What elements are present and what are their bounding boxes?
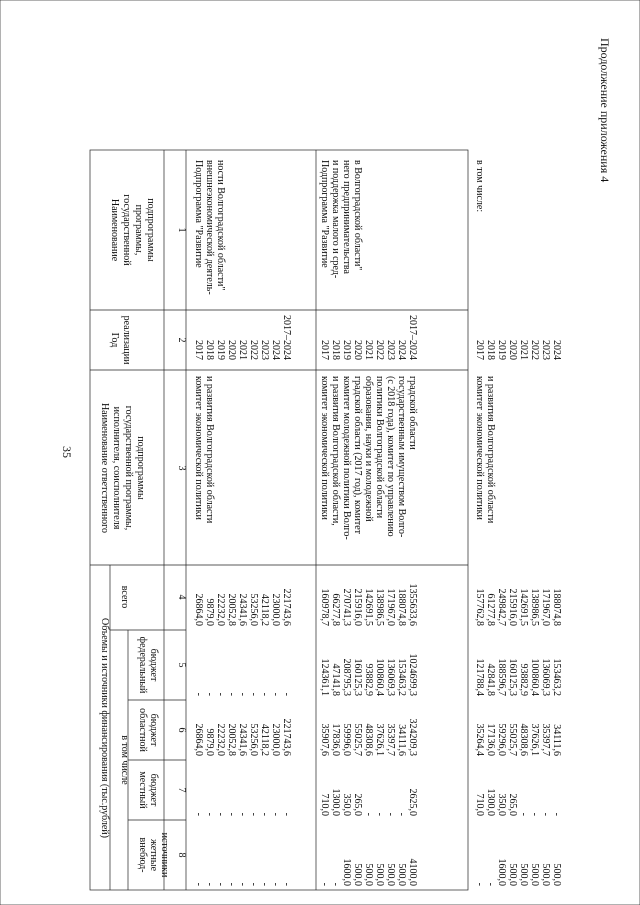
year-cell: 2017 <box>193 340 204 360</box>
header-federal: бюджет <box>148 648 159 682</box>
year-cell: 2023 <box>259 340 270 360</box>
extra-cell: - <box>474 882 485 886</box>
local-cell: 710,0 <box>319 793 330 816</box>
column-number: 5 <box>176 662 187 668</box>
federal-cell: 153463,2 <box>551 658 562 696</box>
total-cell: 9879,0 <box>204 598 215 626</box>
total-cell: 270741,3 <box>341 588 352 626</box>
total-cell: 142691,5 <box>518 588 529 626</box>
local-cell: - <box>529 812 540 816</box>
header-col3-text: подпрограммы <box>135 436 146 500</box>
regional-cell: 53256,0 <box>248 723 259 756</box>
local-cell: - <box>226 812 237 816</box>
federal-cell: 121788,4 <box>474 658 485 696</box>
total-cell: 61277,8 <box>485 593 496 626</box>
year-cell: 2020 <box>507 340 518 360</box>
program-name: Подпрограмма "Развитие <box>193 160 204 268</box>
extra-cell: - <box>204 882 215 886</box>
federal-cell: - <box>226 692 237 696</box>
extra-cell: 500,0 <box>540 863 551 886</box>
regional-cell: 22232,0 <box>215 723 226 756</box>
extra-cell: 1600,0 <box>341 858 352 886</box>
total-cell: 53256,0 <box>248 593 259 626</box>
federal-cell: - <box>248 692 259 696</box>
header-col1-text: программы, <box>133 204 144 256</box>
program-name: ности Волгоградской области" <box>215 160 226 291</box>
total-cell: 24341,6 <box>237 593 248 626</box>
header-federal: федеральный <box>137 636 148 694</box>
federal-cell: - <box>259 692 270 696</box>
local-cell: - <box>270 812 281 816</box>
year-cell: 2022 <box>248 340 259 360</box>
header-col3-text: исполнителя, соисполнителя <box>111 406 122 530</box>
executor-text: политики Волгоградской области <box>374 376 385 519</box>
financing-table <box>90 150 562 890</box>
total-cell: 188074,8 <box>396 588 407 626</box>
local-cell: 2625,0 <box>407 788 418 816</box>
local-cell: - <box>281 812 292 816</box>
local-cell: - <box>248 812 259 816</box>
header-extra: источники <box>159 832 170 878</box>
federal-cell: - <box>193 692 204 696</box>
total-cell: 171967,0 <box>385 588 396 626</box>
federal-cell: 136069,3 <box>540 658 551 696</box>
header-regional: областной <box>137 708 148 752</box>
program-name: в Волгоградской области" <box>352 160 363 271</box>
local-cell: - <box>374 812 385 816</box>
federal-cell: 153463,2 <box>396 658 407 696</box>
year-cell: 2022 <box>374 340 385 360</box>
regional-cell: 37626,1 <box>529 723 540 756</box>
year-cell: 2018 <box>485 340 496 360</box>
column-number: 7 <box>176 787 187 793</box>
column-number: 2 <box>176 337 187 343</box>
header-col1-text: государственной <box>121 194 132 266</box>
header-col2-text: Год <box>109 332 120 348</box>
federal-cell: 100860,4 <box>374 658 385 696</box>
header-extra: жетные <box>148 838 159 872</box>
federal-cell: - <box>204 692 215 696</box>
executor-text: градской области (2017 год), комитет <box>352 376 363 535</box>
extra-cell: 500,0 <box>551 863 562 886</box>
federal-cell: 208795,3 <box>341 658 352 696</box>
extra-cell: 500,0 <box>385 863 396 886</box>
total-cell: 20052,8 <box>226 593 237 626</box>
regional-cell: 42118,2 <box>259 723 270 756</box>
program-name: него предпринимательства <box>341 160 352 274</box>
year-cell: 2022 <box>529 340 540 360</box>
extra-cell: - <box>237 882 248 886</box>
federal-cell: 160125,3 <box>352 658 363 696</box>
local-cell: 1300,0 <box>485 788 496 816</box>
federal-cell: - <box>215 692 226 696</box>
total-cell: 23000,0 <box>270 593 281 626</box>
page-number: 35 <box>60 446 74 458</box>
extra-cell: - <box>319 882 330 886</box>
extra-cell: 500,0 <box>363 863 374 886</box>
regional-cell: 55025,7 <box>352 723 363 756</box>
federal-cell: - <box>237 692 248 696</box>
executor-text: комитет экономической политики <box>319 376 330 520</box>
extra-cell: - <box>270 882 281 886</box>
federal-cell: 47141,8 <box>330 663 341 696</box>
local-cell: - <box>551 812 562 816</box>
local-cell: - <box>259 812 270 816</box>
executor-text: и развития Волгоградской области, <box>330 376 341 526</box>
header-finance-title: Объемы и источники финансирования (тыс.рублей) <box>99 618 110 838</box>
program-name: Подпрограмма "Развитие <box>319 160 330 268</box>
local-cell: - <box>215 812 226 816</box>
regional-cell: 324209,3 <box>407 718 418 756</box>
executor-text: государственным имуществом Волго- <box>396 376 407 538</box>
federal-cell: 124361,1 <box>319 658 330 696</box>
total-cell: 249842,7 <box>496 588 507 626</box>
total-cell: 142691,5 <box>363 588 374 626</box>
extra-cell: 500,0 <box>396 863 407 886</box>
regional-cell: 24341,6 <box>237 723 248 756</box>
executor-text: и развития Волгоградской области <box>204 376 215 524</box>
executor-text: комитет молодежной политики Волго- <box>341 376 352 540</box>
regional-cell: 48308,6 <box>363 723 374 756</box>
total-cell: 1355633,6 <box>407 583 418 626</box>
year-cell: 2018 <box>204 340 215 360</box>
federal-cell: 93882,9 <box>518 663 529 696</box>
extra-cell: - <box>215 882 226 886</box>
total-cell: 215916,0 <box>507 588 518 626</box>
local-cell: 1300,0 <box>330 788 341 816</box>
header-col1-text: подпрограммы <box>145 198 156 262</box>
extra-cell: 4100,0 <box>407 858 418 886</box>
federal-cell: 1024699,3 <box>407 653 418 696</box>
appendix-label: Продолжение приложения 4 <box>598 38 612 183</box>
program-name: и поддержка малого и сред- <box>330 160 341 279</box>
local-cell: - <box>385 812 396 816</box>
column-number: 8 <box>176 852 187 858</box>
extra-cell: - <box>248 882 259 886</box>
year-cell: 2017 <box>319 340 330 360</box>
local-cell: 265,0 <box>507 793 518 816</box>
local-cell: - <box>204 812 215 816</box>
executor-text: и развития Волгоградской области <box>485 376 496 524</box>
year-cell: 2019 <box>496 340 507 360</box>
year-cell: 2024 <box>551 340 562 360</box>
year-cell: 2024 <box>396 340 407 360</box>
extra-cell: - <box>259 882 270 886</box>
regional-cell: 9879,0 <box>204 728 215 756</box>
total-cell: 221743,6 <box>281 588 292 626</box>
local-cell: 350,0 <box>341 793 352 816</box>
federal-cell: 188596,7 <box>496 658 507 696</box>
header-local: бюджет <box>148 773 159 807</box>
federal-cell: - <box>270 692 281 696</box>
local-cell: 350,0 <box>496 793 507 816</box>
federal-cell: - <box>281 692 292 696</box>
column-number: 4 <box>176 594 187 600</box>
regional-cell: 221743,6 <box>281 718 292 756</box>
extra-cell: - <box>193 882 204 886</box>
year-cell: 2021 <box>237 340 248 360</box>
extra-cell: - <box>226 882 237 886</box>
year-cell: 2017 <box>474 340 485 360</box>
regional-cell: 55025,7 <box>507 723 518 756</box>
executor-text: комитет экономической политики <box>474 376 485 520</box>
year-cell: 2020 <box>226 340 237 360</box>
total-cell: 138986,5 <box>374 588 385 626</box>
regional-cell: 23000,0 <box>270 723 281 756</box>
regional-cell: 34111,6 <box>396 724 407 756</box>
year-cell: 2019 <box>341 340 352 360</box>
federal-cell: 93882,9 <box>363 663 374 696</box>
extra-cell: - <box>330 882 341 886</box>
total-cell: 160978,7 <box>319 588 330 626</box>
extra-cell: - <box>485 882 496 886</box>
executor-text: градской области <box>407 376 418 450</box>
column-number: 6 <box>176 727 187 733</box>
regional-cell: 48308,6 <box>518 723 529 756</box>
regional-cell: 20052,8 <box>226 723 237 756</box>
regional-cell: 59296,0 <box>496 723 507 756</box>
extra-cell: 500,0 <box>507 863 518 886</box>
regional-cell: 35397,7 <box>540 723 551 756</box>
total-cell: 215916,0 <box>352 588 363 626</box>
header-local: местный <box>137 771 148 809</box>
total-cell: 188074,8 <box>551 588 562 626</box>
regional-cell: 17836,0 <box>330 723 341 756</box>
extra-cell: 1600,0 <box>496 858 507 886</box>
regional-cell: 35907,6 <box>319 723 330 756</box>
executor-text: образования, науки и молодежной <box>363 376 374 522</box>
regional-cell: 26864,0 <box>193 723 204 756</box>
federal-cell: 136069,3 <box>385 658 396 696</box>
header-col2-text: реализации <box>121 315 132 365</box>
federal-cell: 42841,8 <box>485 663 496 696</box>
header-col3-text: государственной программы, <box>123 405 134 531</box>
year-cell: 2018 <box>330 340 341 360</box>
year-cell: 2019 <box>215 340 226 360</box>
executor-text: комитет экономической политики <box>193 376 204 520</box>
extra-cell: 500,0 <box>518 863 529 886</box>
year-cell: 2021 <box>518 340 529 360</box>
regional-cell: 17136,0 <box>485 723 496 756</box>
local-cell: - <box>363 812 374 816</box>
year-cell: 2023 <box>385 340 396 360</box>
regional-cell: 37626,1 <box>374 723 385 756</box>
header-including: в том числе <box>119 735 130 785</box>
year-cell: 2024 <box>270 340 281 360</box>
local-cell: - <box>237 812 248 816</box>
local-cell: - <box>193 812 204 816</box>
total-cell: 66277,8 <box>330 593 341 626</box>
program-name: в том числе: <box>474 160 485 213</box>
total-cell: 157762,8 <box>474 588 485 626</box>
local-cell: - <box>540 812 551 816</box>
header-col1-text: Наименование <box>109 198 120 262</box>
header-extra: внебюд- <box>137 837 148 873</box>
year-cell: 2017–2024 <box>281 315 292 360</box>
extra-cell: 500,0 <box>374 863 385 886</box>
regional-cell: 35397,7 <box>385 723 396 756</box>
extra-cell: - <box>281 882 292 886</box>
year-cell: 2023 <box>540 340 551 360</box>
total-cell: 26864,0 <box>193 593 204 626</box>
regional-cell: 59996,0 <box>341 723 352 756</box>
total-cell: 138986,5 <box>529 588 540 626</box>
total-cell: 42118,2 <box>259 593 270 626</box>
total-cell: 22232,0 <box>215 593 226 626</box>
extra-cell: 500,0 <box>352 863 363 886</box>
local-cell: - <box>396 812 407 816</box>
year-cell: 2017–2024 <box>407 315 418 360</box>
header-col3-text: Наименование ответственного <box>99 402 110 534</box>
federal-cell: 160125,3 <box>507 658 518 696</box>
federal-cell: 100860,4 <box>529 658 540 696</box>
program-name: внешнеэкономической деятель- <box>204 160 215 295</box>
total-cell: 171967,0 <box>540 588 551 626</box>
regional-cell: 35264,4 <box>474 723 485 756</box>
extra-cell: 500,0 <box>529 863 540 886</box>
executor-text: (с 2018 года), комитет по управлению <box>385 376 396 537</box>
header-regional: бюджет <box>148 713 159 747</box>
local-cell: 265,0 <box>352 793 363 816</box>
year-cell: 2021 <box>363 340 374 360</box>
local-cell: - <box>518 812 529 816</box>
regional-cell: 34111,6 <box>551 724 562 756</box>
year-cell: 2020 <box>352 340 363 360</box>
header-total: всего <box>119 585 130 609</box>
column-number: 1 <box>176 227 187 233</box>
column-number: 3 <box>176 465 187 471</box>
local-cell: 710,0 <box>474 793 485 816</box>
